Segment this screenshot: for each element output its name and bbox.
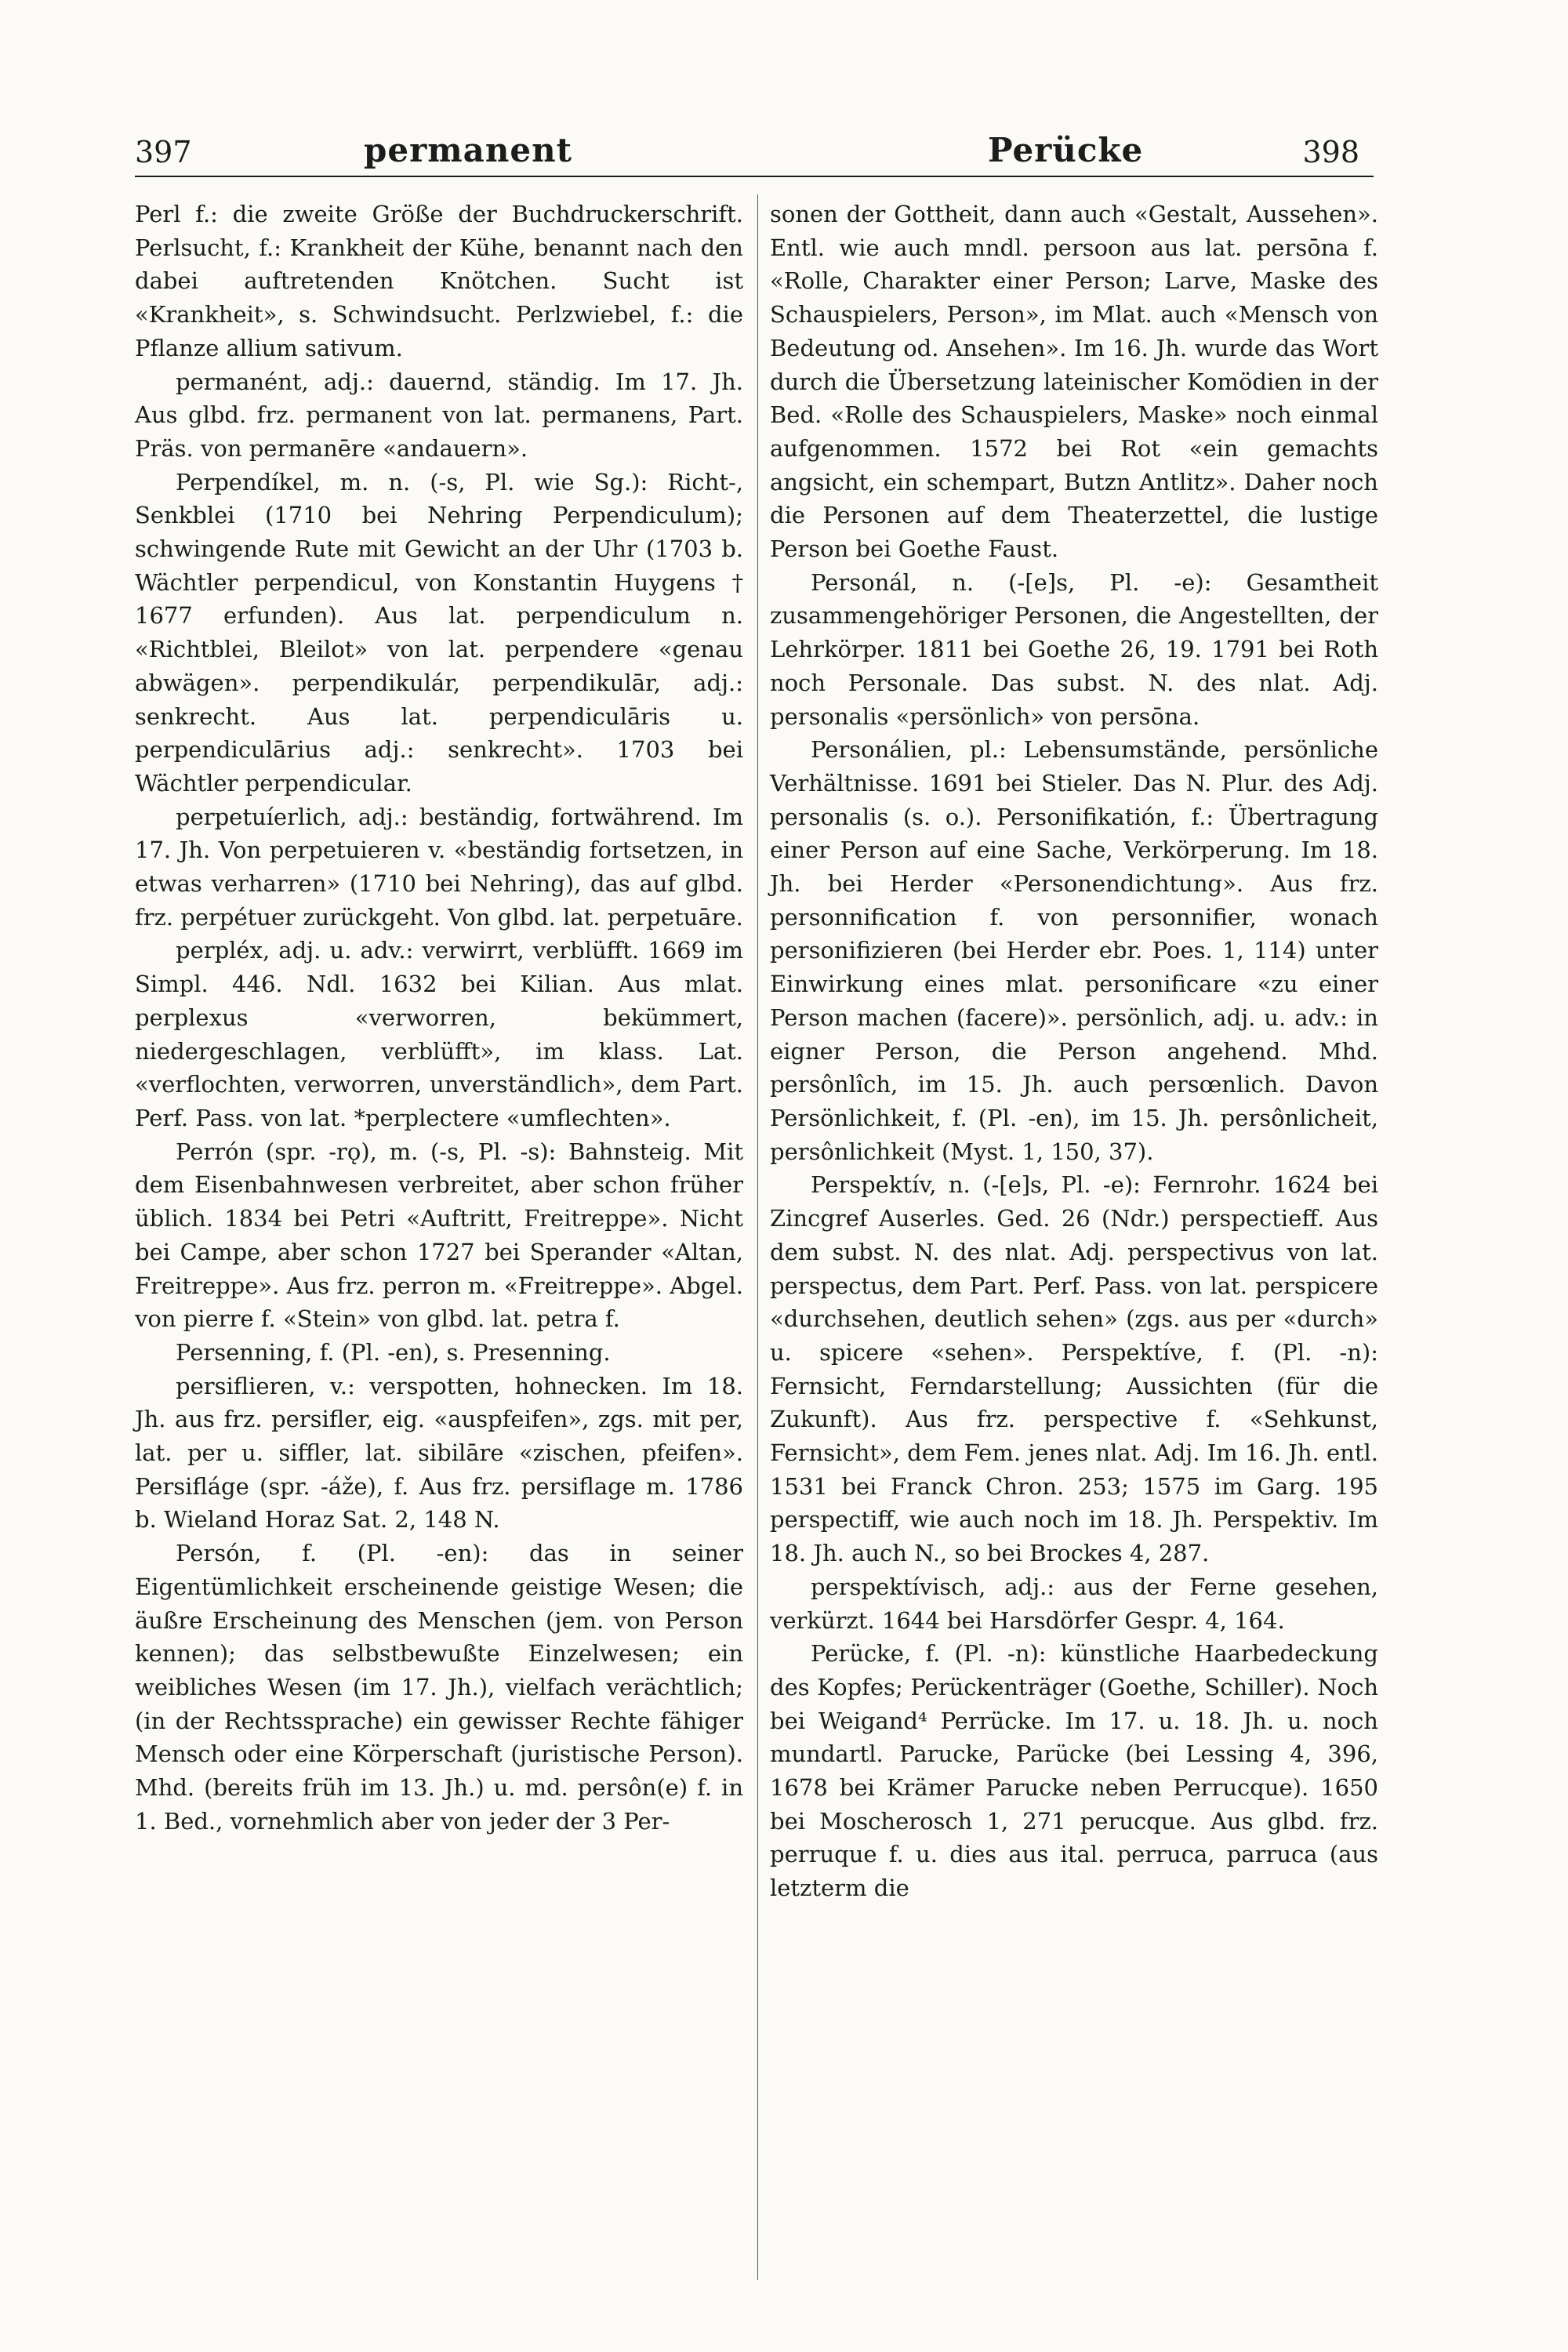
entry-persiflieren: persiflieren, v.: verspotten, hohnecken. Im 18. Jh. aus frz. persifler, eig. «auspfeifen», zgs. mit per, lat. per u. siffler, lat. sibilāre «zischen, pfeifen». Persifláge (spr. -áže), f. Aus frz. persiflage m. 1786 b. Wieland Horaz Sat. 2, 148 N. <box>135 1372 743 1534</box>
entry-permanent: permanént, adj.: dauernd, ständig. Im 17. Jh. Aus glbd. frz. permanent von lat. permanens, Part. Präs. von permanēre «andauern». <box>135 368 743 462</box>
entry-person: Persón, f. (Pl. -en): das in seiner Eigentümlichkeit erscheinende geistige Wesen; die äußre Erscheinung des Menschen (jem. von Person kennen); das selbstbewußte Einzelwesen; ein weibliches Wesen (im 17. Jh.), vielfach verächtlich; (in der Rechtssprache) ein gewisser Rechte fähiger Mensch oder eine Körperschaft (juristische Person). Mhd. (bereits früh im 13. Jh.) u. md. persôn(e) f. in 1. Bed., vornehmlich aber von jeder der 3 Per- <box>135 1540 743 1835</box>
entry-person-continued: sonen der Gottheit, dann auch «Gestalt, Aussehen». Entl. wie auch mndl. persoon aus lat. persōna f. «Rolle, Charakter einer Person; Larve, Maske des Schauspielers, Person», im Mlat. auch «Mensch von Bedeutung od. Ansehen». Im 16. Jh. wurde das Wort durch die Übersetzung lateinischer Komödien in der Bed. «Rolle des Schauspielers, Maske» noch einmal aufgenommen. 1572 bei Rot «ein gemachts angsicht, ein schempart, Butzn Antlitz». Daher noch die Personen auf dem Theaterzettel, die lustige Person bei Goethe Faust. <box>770 201 1378 563</box>
right-column <box>770 198 1378 1905</box>
entry-perplex: perpléx, adj. u. adv.: verwirrt, verblüfft. 1669 im Simpl. 446. Ndl. 1632 bei Kilian. Aus mlat. perplexus «verworren, bekümmert, niedergeschlagen, verblüfft», im klass. Lat. «verflochten, verworren, unverständlich», dem Part. Perf. Pass. von lat. *perplectere «umflechten». <box>135 937 743 1131</box>
page-number-right: 398 <box>1302 135 1359 169</box>
column-divider <box>757 194 758 2280</box>
entry-perron: Perrón (spr. -rǫ), m. (-s, Pl. -s): Bahnsteig. Mit dem Eisenbahnwesen verbreitet, aber schon früher üblich. 1834 bei Petri «Auftritt, Freitreppe». Nicht bei Campe, aber schon 1727 bei Sperander «Altan, Freitreppe». Aus frz. perron m. «Freitreppe». Abgel. von pierre f. «Stein» von glbd. lat. petra f. <box>135 1138 743 1333</box>
entry-personal: Personál, n. (-[e]s, Pl. -e): Gesamtheit zusammengehöriger Personen, die Angestellten, der Lehrkörper. 1811 bei Goethe 26, 19. 1791 bei Roth noch Personale. Das subst. N. des nlat. Adj. personalis «persönlich» von persōna. <box>770 568 1378 730</box>
entry-peruecke: Perücke, f. (Pl. -n): künstliche Haarbedeckung des Kopfes; Perückenträger (Goethe, Schiller). Noch bei Weigand⁴ Perrücke. Im 17. u. 18. Jh. u. noch mundartl. Parucke, Parücke (bei Lessing 4, 396, 1678 bei Krämer Parucke neben Perrucque). 1650 bei Moscherosch 1, 271 perucque. Aus glbd. frz. perruque f. u. dies aus ital. perruca, parruca (aus letzterm die <box>770 1640 1378 1902</box>
entry-perl: Perl f.: die zweite Größe der Buchdruckerschrift. Perlsucht, f.: Krankheit der Kühe, benannt nach den dabei auftretenden Knötchen. Sucht ist «Krankheit», s. Schwindsucht. Perlzwiebel, f.: die Pflanze allium sativum. <box>135 201 743 361</box>
guide-word-left: permanent <box>364 131 573 169</box>
guide-word-right: Perücke <box>988 131 1144 169</box>
entry-personalien: Personálien, pl.: Lebensumstände, persönliche Verhältnisse. 1691 bei Stieler. Das N. Plur. des Adj. personalis (s. o.). Personifikatión, f.: Übertragung einer Person auf eine Sache, Verkörperung. Im 18. Jh. bei Herder «Personendichtung». Aus frz. personnification f. von personnifier, wonach personifizieren (bei Herder ebr. Poes. 1, 114) unter Einwirkung eines mlat. personificare «zu einer Person machen (facere)». persönlich, adj. u. adv.: in eigner Person, die Person angehend. Mhd. persônlîch, im 15. Jh. auch persœnlich. Davon Persönlichkeit, f. (Pl. -en), im 15. Jh. persônlicheit, persônlichkeit (Myst. 1, 150, 37). <box>770 736 1378 1165</box>
entry-perspektiv: Perspektív, n. (-[e]s, Pl. -e): Fernrohr. 1624 bei Zincgref Auserles. Ged. 26 (Ndr.) perspectieff. Aus dem subst. N. des nlat. Adj. perspectivus von lat. perspectus, dem Part. Perf. Pass. von lat. perspicere «durchsehen, deutlich sehen» (zgs. aus per «durch» u. spicere «sehen». Perspektíve, f. (Pl. -n): Fernsicht, Ferndarstellung; Aussichten (für die Zukunft). Aus frz. perspective f. «Sehkunst, Fernsicht», dem Fem. jenes nlat. Adj. Im 16. Jh. entl. 1531 bei Franck Chron. 253; 1575 im Garg. 195 perspectiff, wie auch noch im 18. Jh. Perspektiv. Im 18. Jh. auch N., so bei Brockes 4, 287. <box>770 1171 1378 1567</box>
left-column <box>135 198 743 1838</box>
entry-perpendikel: Perpendíkel, m. n. (-s, Pl. wie Sg.): Richt-, Senkblei (1710 bei Nehring Perpendiculum); schwingende Rute mit Gewicht an der Uhr (1703 b. Wächtler perpendicul, von Konstantin Huygens † 1677 erfunden). Aus lat. perpendiculum n. «Richtblei, Bleilot» von lat. perpendere «genau abwägen». perpendikulár, perpendikulār, adj.: senkrecht. Aus lat. perpendiculāris u. perpendiculārius adj.: senkrecht». 1703 bei Wächtler perpendicular. <box>135 468 743 797</box>
entry-perspektivisch: perspektívisch, adj.: aus der Ferne gesehen, verkürzt. 1644 bei Harsdörfer Gespr. 4, 164. <box>770 1573 1378 1634</box>
entry-perpetuierlich: perpetuíerlich, adj.: beständig, fortwährend. Im 17. Jh. Von perpetuieren v. «beständig fortsetzen, in etwas verharren» (1710 bei Nehring), das auf glbd. frz. perpétuer zurückgeht. Von glbd. lat. perpetuāre. <box>135 803 743 931</box>
page-number-left: 397 <box>135 135 192 169</box>
running-header <box>135 125 1374 177</box>
entry-persenning: Persenning, f. (Pl. -en), s. Presenning. <box>176 1338 611 1366</box>
